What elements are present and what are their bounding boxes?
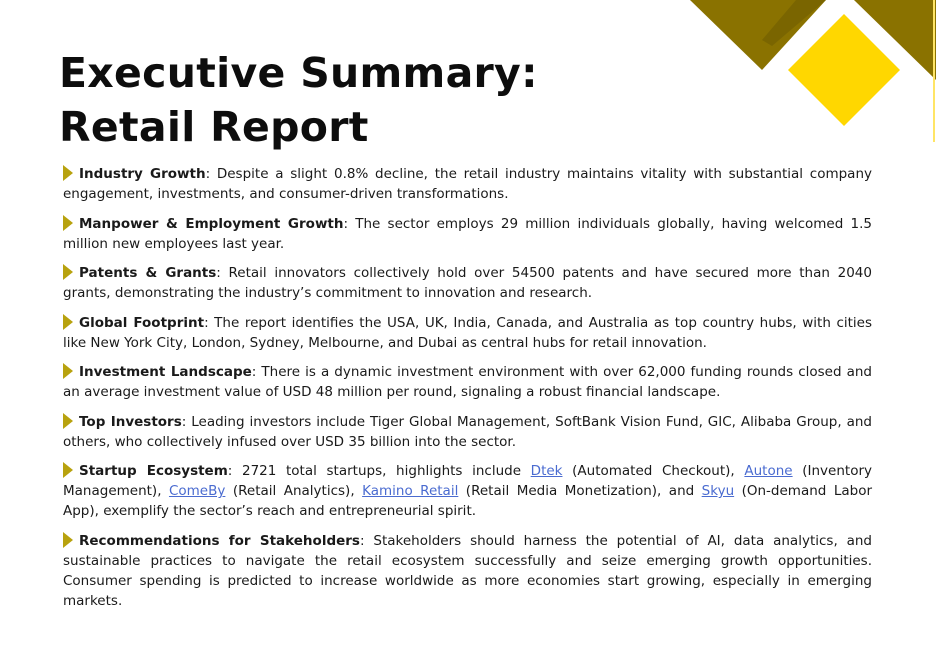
bullet-text: : There is a dynamic investment environment with over 62,000 funding rounds closed and an average investment value of USD 48 million per round, signaling a robust financial landscape.	[63, 364, 872, 400]
startup-link-kamino-retail[interactable]: Kamino Retail	[362, 483, 459, 499]
bullet-text: (Retail Analytics),	[225, 483, 363, 499]
bullet-triangle-icon	[63, 532, 73, 548]
bullet-startup-ecosystem	[63, 461, 872, 521]
bullet-triangle-icon	[63, 462, 73, 478]
page-title	[59, 46, 538, 154]
bullet-text: : 2721 total startups, highlights include	[227, 463, 531, 479]
bullet-text: : Retail innovators collectively hold over 54500 patents and have secured more than 2040 grants, demonstrating the industry’s commitment to innovation and research.	[63, 265, 872, 301]
bullet-text: : Despite a slight 0.8% decline, the retail industry maintains vitality with substantial company engagement, investments, and consumer-driven transformations.	[63, 166, 872, 202]
bullet-text: : Stakeholders should harness the potential of AI, data analytics, and sustainable practices to navigate the retail ecosystem successfully and seize emerging growth opportunities. Consumer spending is predicted to increase worldwide as more economies start growing, especially in emerging markets.	[63, 532, 873, 609]
bullet-triangle-icon	[63, 413, 73, 429]
summary-bullet-list	[63, 164, 872, 620]
bullet-triangle-icon	[63, 314, 73, 330]
bullet-label: Investment Landscape	[79, 364, 252, 380]
bullet-recommendations	[63, 531, 872, 611]
corner-decoration	[676, 0, 936, 150]
bullet-top-investors	[63, 412, 872, 452]
title-line-1: Executive Summary:	[59, 49, 538, 97]
bullet-label: Manpower & Employment Growth	[79, 215, 344, 232]
bullet-label: Top Investors	[79, 413, 182, 430]
bullet-triangle-icon	[63, 363, 73, 379]
bullet-text: (On-demand Labor App), exemplify the sector’s reach and entrepreneurial spirit.	[63, 483, 872, 519]
bullet-investment-landscape	[63, 362, 872, 402]
bullet-patents-grants	[63, 263, 872, 303]
bullet-triangle-icon	[63, 215, 73, 231]
bullet-industry-growth	[63, 164, 872, 204]
startup-link-autone[interactable]: Autone	[744, 463, 793, 479]
bullet-text: (Retail Media Monetization), and	[458, 483, 702, 499]
bullet-label: Industry Growth	[79, 166, 206, 182]
bullet-triangle-icon	[63, 165, 73, 181]
bullet-text: : Leading investors include Tiger Global Management, SoftBank Vision Fund, GIC, Alibaba Group, and others, who collectively infused over USD 35 billion into the sector.	[63, 413, 872, 450]
startup-link-skyu[interactable]: Skyu	[701, 483, 735, 499]
yellow-diamond-shape	[788, 14, 900, 126]
title-line-2: Retail Report	[59, 103, 369, 151]
bullet-text: : The sector employs 29 million individuals globally, having welcomed 1.5 million new employees last year.	[63, 215, 872, 252]
bullet-label: Global Footprint	[79, 314, 205, 331]
bullet-text: (Inventory Management),	[63, 463, 872, 499]
bullet-label: Patents & Grants	[79, 265, 217, 281]
bullet-label: Startup Ecosystem	[79, 463, 228, 479]
startup-link-comeby[interactable]: ComeBy	[168, 483, 226, 499]
bullet-manpower-employment	[63, 214, 872, 254]
bullet-global-footprint	[63, 313, 872, 353]
bullet-triangle-icon	[63, 264, 73, 280]
bullet-label: Recommendations for Stakeholders	[79, 532, 360, 549]
bullet-text: (Automated Checkout),	[562, 463, 745, 479]
startup-link-dtek[interactable]: Dtek	[530, 463, 563, 479]
bullet-text: : The report identifies the USA, UK, India, Canada, and Australia as top country hubs, with cities like New York City, London, Sydney, Melbourne, and Dubai as central hubs for retail innovation.	[63, 314, 872, 351]
